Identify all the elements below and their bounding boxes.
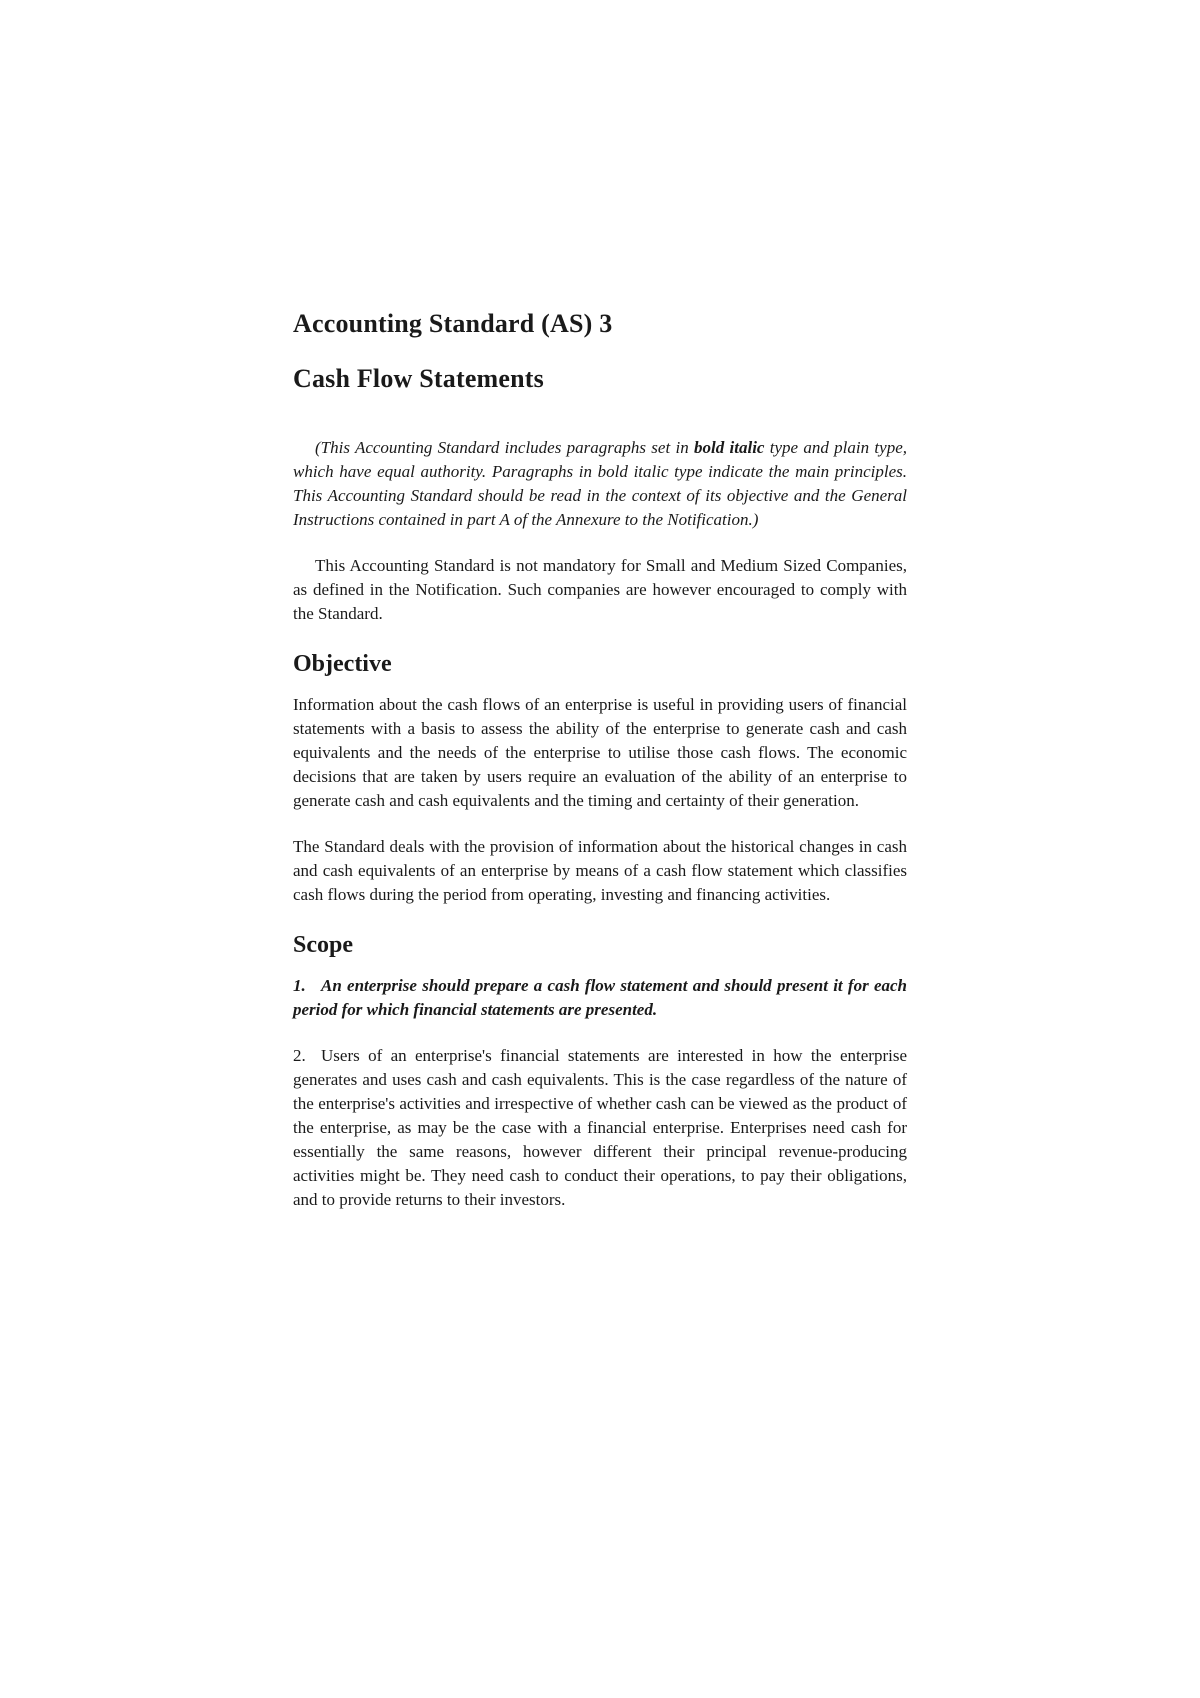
scope-paragraph-1-number: 1. <box>293 975 306 995</box>
scope-paragraph-2-number: 2. <box>293 1045 306 1065</box>
objective-paragraph-1: Information about the cash flows of an enterprise is useful in providing users of financial statements with a basis to assess the ability of the enterprise to generate cash and cash equivalents and the needs of the enterprise to utilise those cash flows. The economic decisions that are taken by users require an evaluation of the ability of an enterprise to generate cash and cash equivalents and the timing and certainty of their generation. <box>293 695 907 811</box>
intro-paragraph <box>293 436 907 532</box>
scope-heading: Scope <box>293 932 353 959</box>
standard-heading: Accounting Standard (AS) 3 <box>293 309 613 338</box>
scope-paragraph-2 <box>293 1044 907 1212</box>
intro-text-part1: (This Accounting Standard includes paragraphs set in <box>315 438 694 458</box>
intro-text-part2: type and plain type, which have equal authority. Paragraphs in bold italic type indicate the main principles. This Accounting Standard should be read in the context of its objective and the General Instructions contained in part A of the Annexure to the Notification.) <box>293 438 907 530</box>
scope-paragraph-1 <box>293 974 907 1022</box>
objective-paragraph-2: The Standard deals with the provision of information about the historical changes in cash and cash equivalents of an enterprise by means of a cash flow statement which classifies cash flows during the period from operating, investing and financing activities. <box>293 837 907 905</box>
scope-paragraph-2-text: Users of an enterprise's financial statements are interested in how the enterprise generates and uses cash and cash equivalents. This is the case regardless of the nature of the enterprise's activities and irrespective of whether cash can be viewed as the product of the enterprise, as may be the case with a financial enterprise. Enterprises need cash for essentially the same reasons, however different their principal revenue-producing activities might be. They need cash to conduct their operations, to pay their obligations, and to provide returns to their investors. <box>293 1045 907 1209</box>
document-page <box>293 300 907 1229</box>
objective-heading: Objective <box>293 651 392 678</box>
intro-bold-italic: bold italic <box>694 438 765 458</box>
scope-paragraph-1-text: An enterprise should prepare a cash flow statement and should present it for each period for which financial statements are presented. <box>293 975 907 1019</box>
document-title: Cash Flow Statements <box>293 364 544 394</box>
applicability-note: This Accounting Standard is not mandatory for Small and Medium Sized Companies, as defined in the Notification. Such companies are however encouraged to comply with the Standard. <box>293 556 907 624</box>
